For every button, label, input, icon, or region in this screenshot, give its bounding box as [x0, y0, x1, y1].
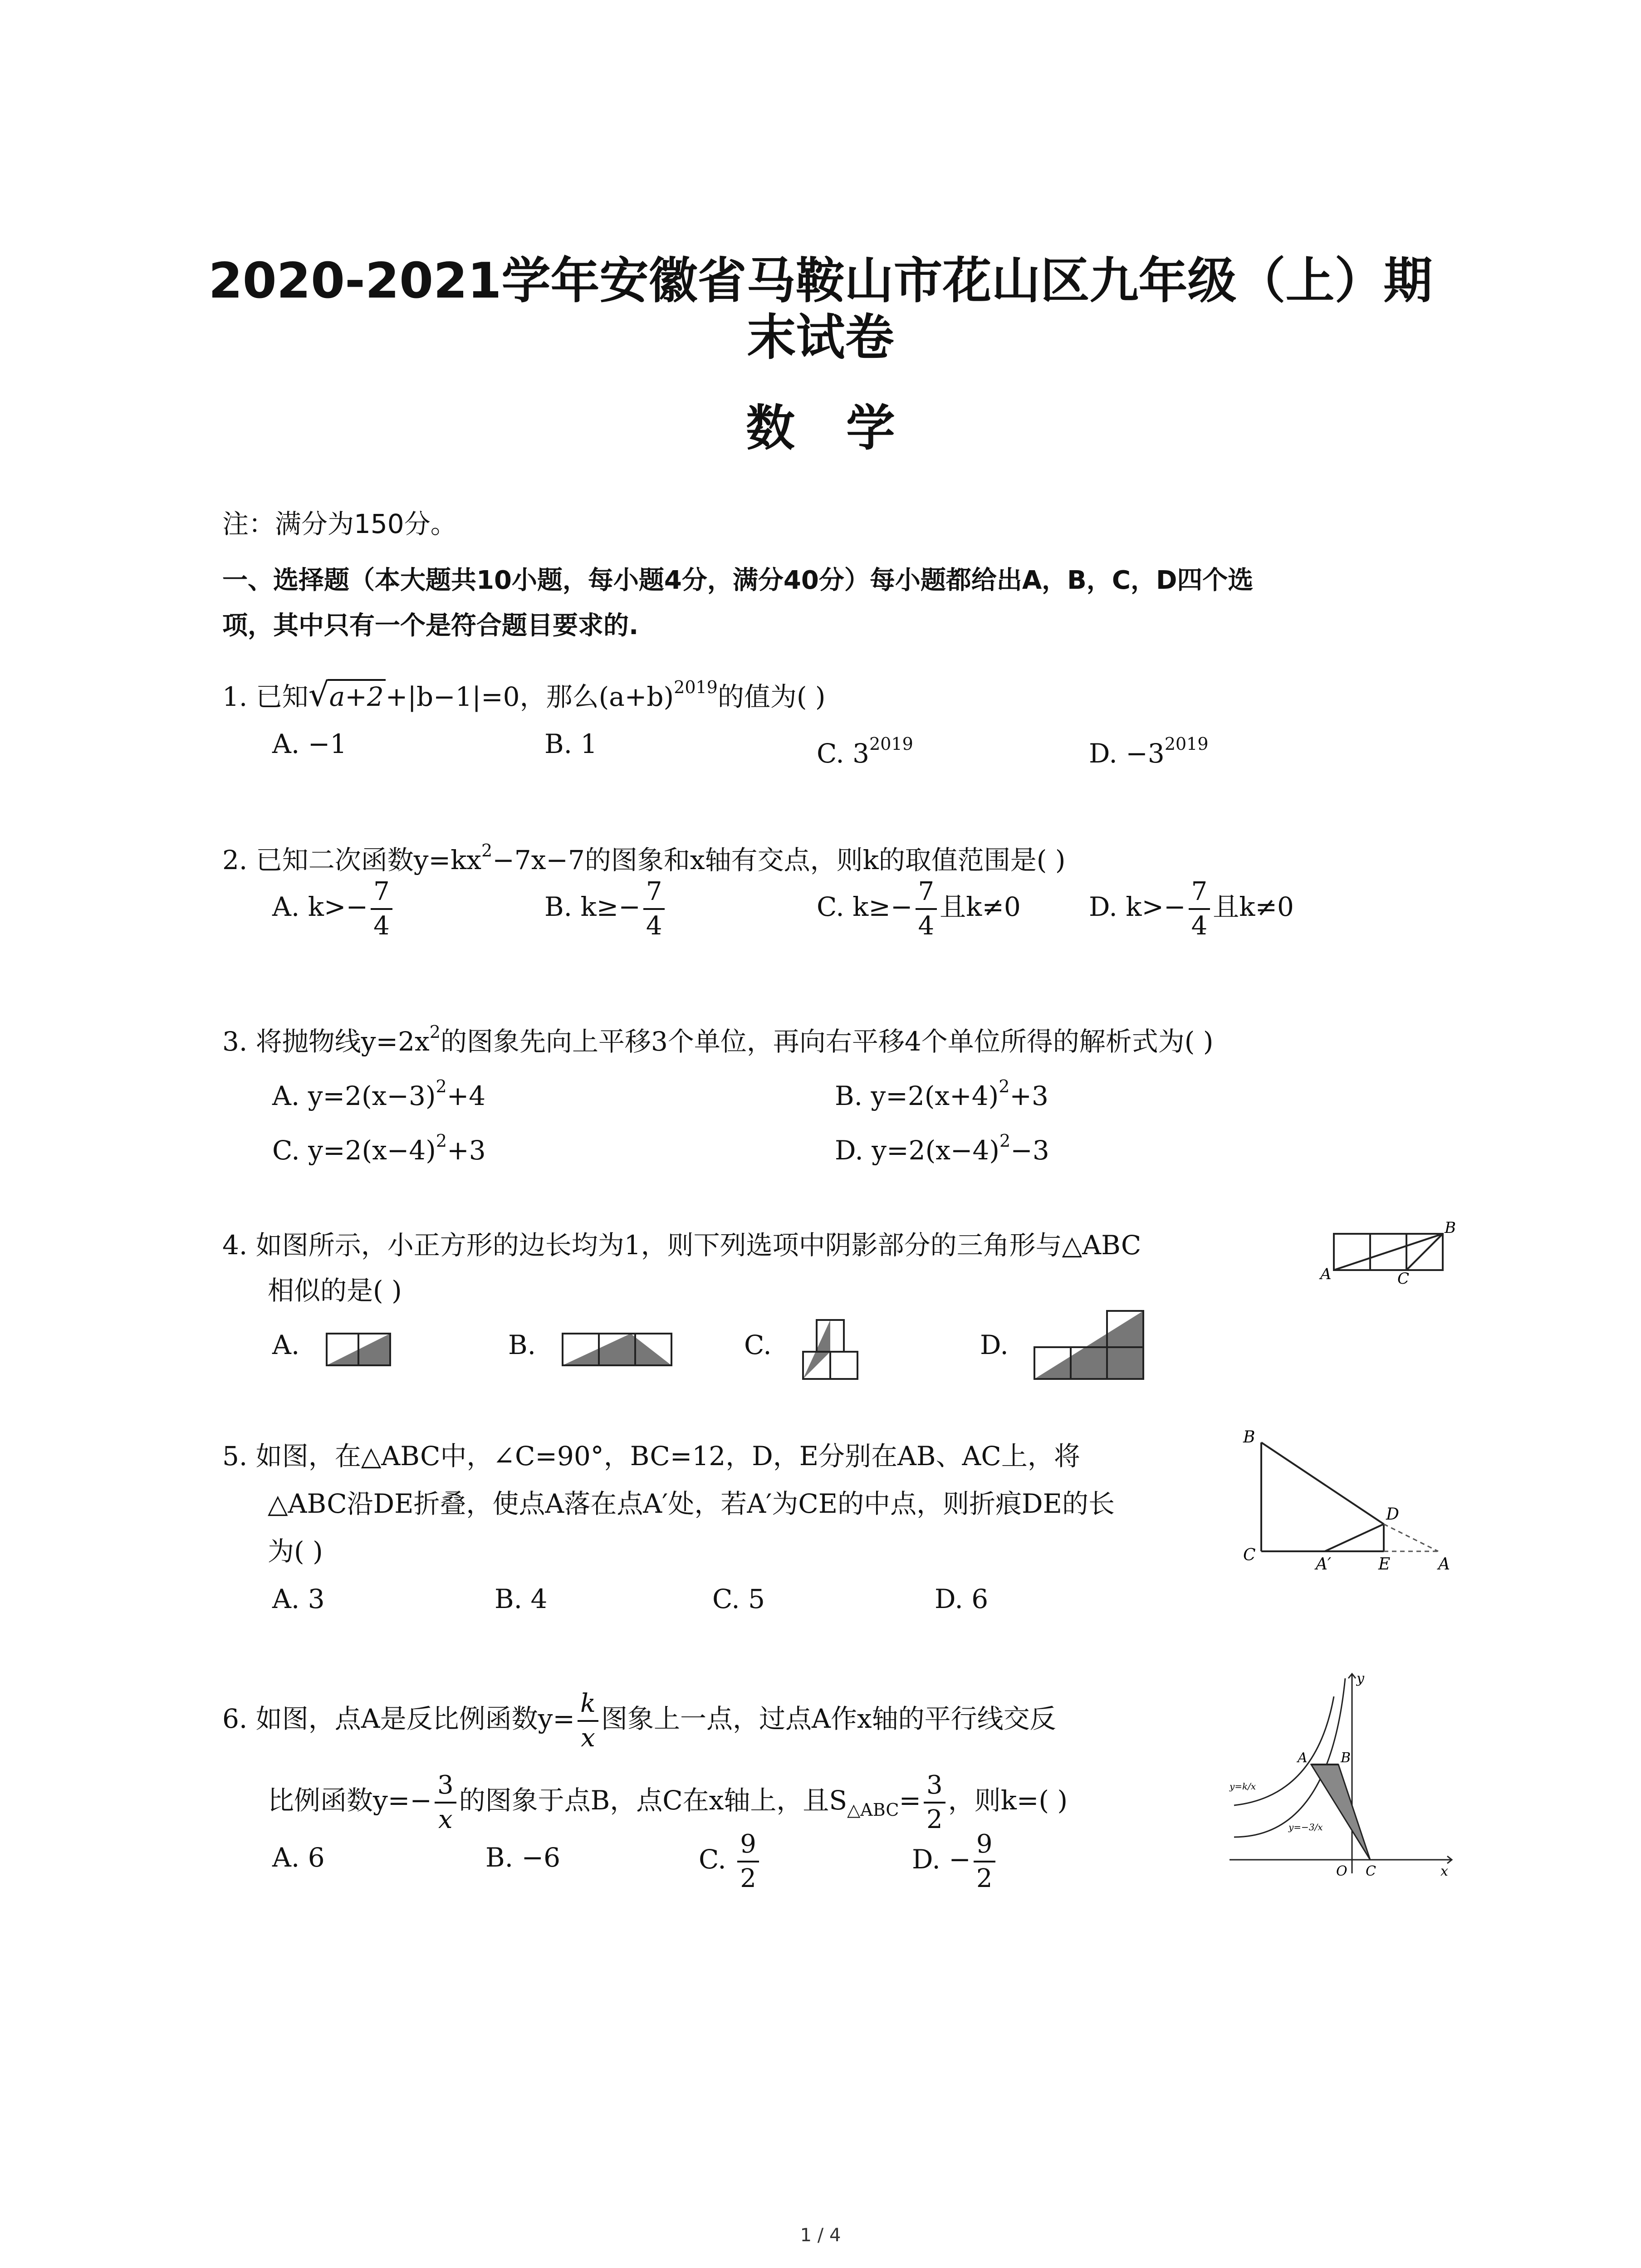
q4-option-b: B.: [508, 1330, 536, 1360]
q2-option-b: B. k≥− $\frac{7}{4}$: [544, 875, 667, 943]
svg-text:y=k/x: y=k/x: [1230, 1781, 1256, 1792]
svg-text:O: O: [1336, 1863, 1347, 1879]
question-5-cont-2: 为( ): [268, 1536, 323, 1567]
svg-text:E: E: [1378, 1555, 1391, 1574]
svg-text:A: A: [1298, 1750, 1308, 1766]
q6-option-a: A. 6: [272, 1842, 325, 1873]
svg-text:B: B: [1445, 1219, 1456, 1237]
title-line-1: 2020-2021学年安徽省马鞍山市花山区九年级（上）期: [208, 253, 1433, 309]
q6-option-b: B. −6: [485, 1842, 560, 1873]
q4-option-d-figure: [1030, 1306, 1148, 1383]
q6-option-d: D. − $\frac{9}{2}$: [912, 1828, 998, 1895]
question-1: 1. 已知√a+2+|b−1|=0，那么$(a+b)^{2019}$的值为( ): [222, 675, 826, 714]
question-6: 6. 如图，点A是反比例函数y= $\frac{k}{x}$ 图象上一点，过点A作x轴的平行线交反: [222, 1687, 1056, 1755]
svg-text:A: A: [1438, 1555, 1450, 1574]
q5-option-d: D. 6: [935, 1584, 989, 1614]
q3-option-b: B. $y=2(x+4)^2+3$: [835, 1076, 1048, 1111]
svg-text:A: A: [1320, 1265, 1332, 1283]
q1-option-d: D. $-3^{2019}$: [1089, 734, 1209, 769]
q2-option-c: C. k≥− $\frac{7}{4}$ 且k≠0: [817, 875, 1021, 943]
q2-option-d: D. k>− $\frac{7}{4}$ 且k≠0: [1089, 875, 1294, 943]
svg-text:x: x: [1440, 1863, 1448, 1879]
svg-text:y=−3/x: y=−3/x: [1288, 1822, 1323, 1833]
svg-text:C: C: [1397, 1270, 1410, 1288]
q1-option-c: C. $3^{2019}$: [817, 734, 913, 769]
q6-option-c: C. $\frac{9}{2}$: [699, 1828, 762, 1895]
q6-figure: [1225, 1669, 1461, 1878]
question-4: 4. 如图所示，小正方形的边长均为1，则下列选项中阴影部分的三角形与△ABC: [222, 1230, 1141, 1261]
q4-figure-abc: [1316, 1219, 1456, 1288]
q4-option-a-figure: [322, 1329, 399, 1370]
q4-option-c-figure: [794, 1315, 857, 1383]
question-4-cont: 相似的是( ): [268, 1275, 402, 1306]
q3-option-d: D. $y=2(x-4)^2-3$: [835, 1131, 1049, 1166]
q5-option-c: C. 5: [712, 1584, 765, 1614]
question-6-cont: 比例函数y=− $\frac{3}{x}$ 的图象于点B，点C在x轴上，且$S_{\triangle ABC}=$ $\frac{3}{2}$ ，则k=( ): [268, 1769, 1068, 1836]
q5-option-a: A. 3: [272, 1584, 325, 1614]
svg-text:B: B: [1341, 1750, 1351, 1766]
q5-option-b: B. 4: [495, 1584, 548, 1614]
note: 注：满分为150分。: [222, 508, 457, 539]
question-5-cont: △ABC沿DE折叠，使点A落在点A′处，若A′为CE的中点，则折痕DE的长: [268, 1488, 1115, 1519]
q2-option-a: A. k>− $\frac{7}{4}$: [272, 875, 395, 943]
q1-option-b: B. 1: [544, 728, 598, 759]
title-line-2: 末试卷: [747, 309, 894, 366]
svg-text:y: y: [1357, 1671, 1364, 1686]
q5-figure: [1234, 1429, 1461, 1579]
q4-option-c: C.: [744, 1330, 772, 1360]
q3-option-a: A. $y=2(x-3)^2+4$: [272, 1076, 486, 1111]
q4-option-d: D.: [980, 1330, 1009, 1360]
svg-text:C: C: [1243, 1546, 1256, 1564]
q3-option-c: C. $y=2(x-4)^2+3$: [272, 1131, 486, 1166]
q1-option-a: A. −1: [272, 728, 347, 759]
section-1-heading: 一、选择题（本大题共10小题，每小题4分，满分40分）每小题都给出A，B，C，D四个选: [222, 566, 1254, 595]
svg-text:C: C: [1366, 1863, 1376, 1879]
svg-text:A′: A′: [1316, 1555, 1332, 1574]
page-number: 1 / 4: [800, 2225, 841, 2246]
q4-option-a: A.: [272, 1330, 300, 1360]
q4-option-b-figure: [558, 1329, 676, 1370]
question-3: 3. 将抛物线$y=2x^2$的图象先向上平移3个单位，再向右平移4个单位所得的解析式为( ): [222, 1022, 1214, 1057]
section-1-heading-cont: 项，其中只有一个是符合题目要求的.: [222, 611, 639, 640]
svg-text:B: B: [1243, 1428, 1255, 1447]
svg-text:D: D: [1386, 1505, 1399, 1524]
subject-title: 数 学: [746, 400, 895, 457]
question-2: 2. 已知二次函数$y=kx^2-7x-7$的图象和x轴有交点，则k的取值范围是( ): [222, 841, 1066, 875]
question-5: 5. 如图，在△ABC中，∠C=90°，BC=12，D，E分别在AB、AC上，将: [222, 1441, 1080, 1471]
